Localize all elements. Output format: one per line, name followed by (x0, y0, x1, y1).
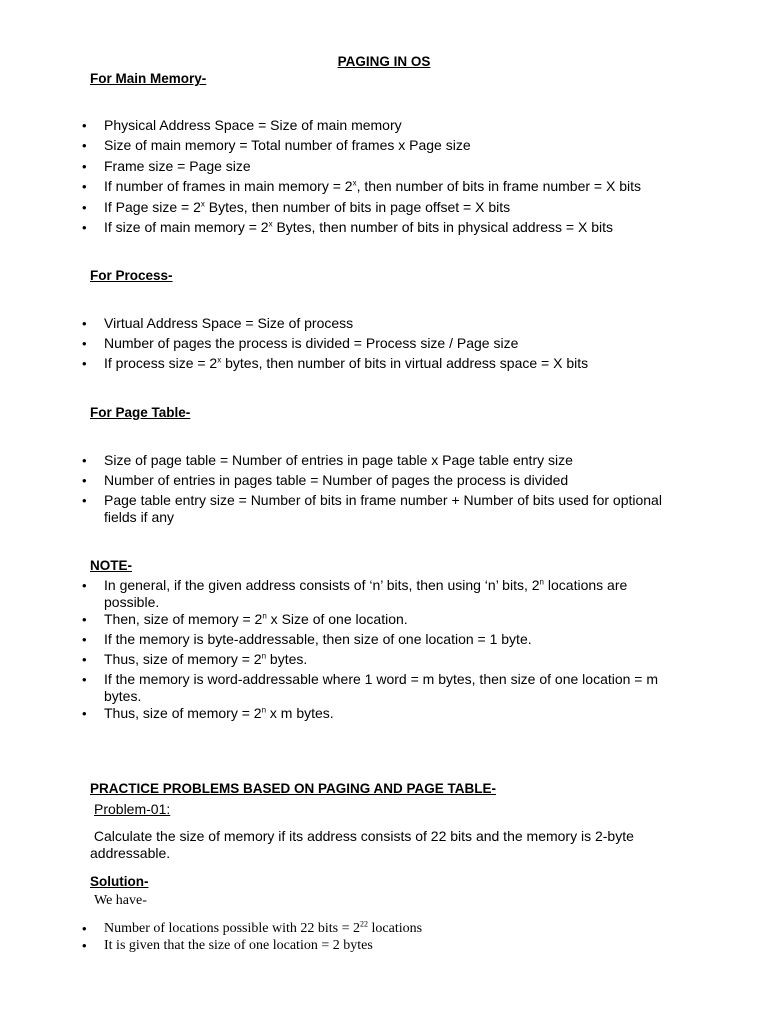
list-item-text-rest: , then number of bits in frame number = X bits (356, 178, 642, 195)
list-item (0, 705, 664, 725)
list-item-text: If the memory is word-addressable where 1 word = m bytes, then size of one location = m bytes. (104, 671, 659, 704)
problem-label: Problem-01: (94, 801, 171, 817)
solution-list (0, 920, 768, 954)
list-item (0, 117, 664, 137)
list-item-text: Then, size of memory = 2 (104, 611, 263, 627)
list-item (0, 335, 664, 355)
list-item-text-rest: Bytes, then number of bits in physical address = X bits (272, 218, 614, 235)
list-item-text: Frame size = Page size (104, 157, 251, 174)
bullet-icon: • (82, 453, 87, 468)
list-item-text: It is given that the size of one location = 2 bytes (104, 938, 373, 953)
superscript: 22 (360, 919, 368, 929)
bullet-icon: • (82, 138, 87, 154)
superscript: x (352, 178, 357, 188)
list-item-text: Thus, size of memory = 2 (104, 651, 262, 667)
page-table-heading: For Page Table- (90, 405, 191, 420)
list-item-text: Number of pages the process is divided = Process size / Page size (104, 335, 519, 351)
note-list (0, 577, 768, 725)
list-item-text: If the memory is byte-addressable, then size of one location = 1 byte. (104, 631, 532, 647)
bullet-icon: • (82, 179, 87, 195)
list-item-text-rest: locations (368, 921, 423, 936)
we-have-text: We have- (94, 893, 147, 908)
list-item-text: Number of entries in pages table = Number of pages the process is divided (104, 472, 569, 488)
solution-heading: Solution- (90, 874, 149, 889)
superscript: n (261, 705, 267, 715)
list-item-text: Virtual Address Space = Size of process (104, 315, 354, 331)
list-item-text: Physical Address Space = Size of main memory (104, 117, 402, 133)
list-item-text-rest: Bytes, then number of bits in page offset = X bits (204, 198, 511, 215)
list-item (0, 158, 664, 178)
process-list (0, 315, 768, 375)
main-memory-heading: For Main Memory- (90, 71, 207, 86)
process-heading: For Process- (90, 268, 173, 283)
bullet-icon: • (82, 921, 87, 936)
superscript: n (539, 577, 544, 587)
bullet-icon: • (82, 578, 87, 593)
list-item (0, 671, 664, 705)
list-item (0, 611, 664, 631)
list-item (0, 355, 664, 375)
list-item (0, 178, 664, 198)
list-item-text: In general, if the given address consists of ‘n’ bits, then using ‘n’ bits, 2 (104, 577, 540, 593)
bullet-icon: • (82, 118, 87, 133)
list-item-text: If process size = 2 (104, 355, 218, 371)
bullet-icon: • (82, 473, 87, 488)
page-title: PAGING IN OS (337, 54, 431, 69)
list-item (0, 492, 664, 525)
list-item-text: Thus, size of memory = 2 (104, 705, 262, 721)
bullet-icon: • (82, 612, 87, 627)
list-item (0, 219, 664, 239)
superscript: x (217, 355, 222, 365)
list-item-text-rest: bytes. (266, 651, 308, 667)
superscript: n (261, 651, 267, 661)
list-item-text: If Page size = 2 (104, 198, 201, 215)
problem-text: Calculate the size of memory if its address consists of 22 bits and the memory is 2-byte addressable. (90, 828, 638, 861)
practice-heading: PRACTICE PROBLEMS BASED ON PAGING AND PAGE TABLE- (90, 781, 497, 796)
main-memory-list (0, 117, 768, 239)
bullet-icon: • (82, 706, 87, 721)
list-item-text: Size of main memory = Total number of frames x Page size (104, 137, 471, 154)
bullet-icon: • (82, 316, 87, 331)
superscript: x (200, 198, 205, 208)
list-item (0, 631, 664, 651)
list-item-text: If size of main memory = 2 (104, 218, 269, 235)
list-item-text: Page table entry size = Number of bits in frame number + Number of bits used for optional fields if any (104, 492, 662, 525)
list-item-text: Number of locations possible with 22 bits = 2 (104, 921, 360, 936)
superscript: n (262, 611, 267, 621)
bullet-icon: • (82, 356, 87, 371)
bullet-icon: • (82, 219, 87, 235)
list-item-text: If number of frames in main memory = 2 (104, 178, 353, 195)
list-item-text-rest: locations are possible. (104, 577, 628, 610)
bullet-icon: • (82, 652, 87, 667)
list-item-text-rest: x Size of one location. (266, 611, 408, 627)
bullet-icon: • (82, 632, 87, 647)
note-heading: NOTE- (90, 558, 132, 573)
list-item-text-rest: x m bytes. (266, 705, 334, 721)
bullet-icon: • (82, 199, 87, 215)
list-item (0, 651, 664, 671)
bullet-icon: • (82, 493, 87, 508)
list-item (0, 199, 664, 219)
list-item (0, 920, 664, 937)
bullet-icon: • (82, 938, 87, 953)
list-item (0, 937, 664, 954)
list-item-text-rest: bytes, then number of bits in virtual address space = X bits (221, 355, 589, 371)
list-item (0, 315, 664, 335)
list-item (0, 577, 664, 611)
bullet-icon: • (82, 336, 87, 351)
superscript: x (268, 219, 273, 229)
page-table-list (0, 452, 768, 525)
bullet-icon: • (82, 672, 87, 687)
list-item-text: Size of page table = Number of entries in page table x Page table entry size (104, 452, 573, 468)
list-item (0, 137, 664, 157)
list-item (0, 472, 664, 492)
list-item (0, 452, 664, 472)
bullet-icon: • (82, 158, 87, 174)
